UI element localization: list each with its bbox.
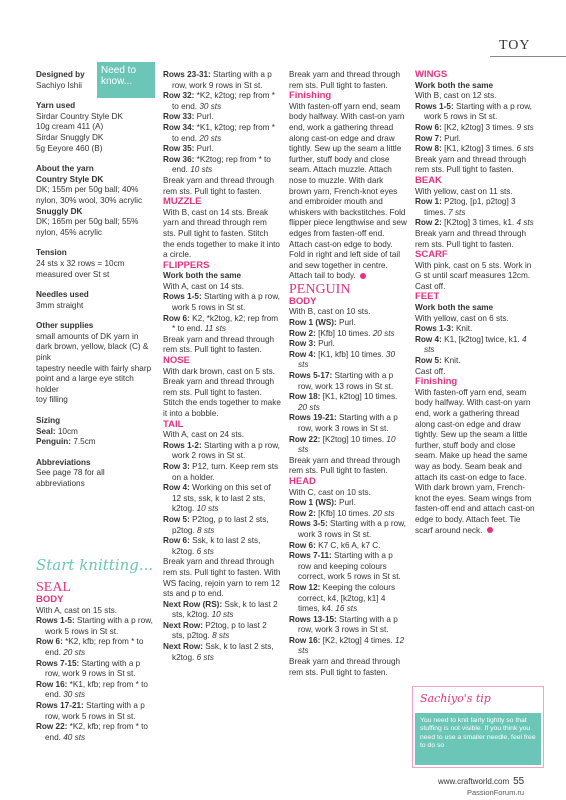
- snuggly-desc: DK; 165m per 50g ball; 55% nylon, 45% acrylic: [36, 217, 139, 237]
- instruction-line: [163, 483, 281, 515]
- row-label: Row 33:: [163, 112, 195, 122]
- yarn-used-label: Yarn used: [36, 101, 76, 111]
- designed-by-label: Designed by: [36, 70, 85, 79]
- supplies-text: tapestry needle with fairly sharp point and a large eye stitch holder: [36, 363, 152, 394]
- instruction-line: [163, 621, 281, 642]
- row-label: Rows 7-15:: [36, 658, 80, 668]
- seal-finishing-text: [289, 102, 407, 282]
- head-instructions: [289, 488, 407, 658]
- yarn-line: 10g cream 411 (A): [36, 122, 104, 132]
- row-label: Row 4:: [415, 334, 442, 344]
- about-yarn-label: About the yarn: [36, 164, 94, 174]
- instruction-line: [415, 144, 539, 155]
- nose-title: NOSE: [163, 355, 190, 367]
- row-text: K1, [k2tog] twice, k1.: [441, 334, 522, 344]
- row-text: [K1, k2tog] 10 times.: [320, 392, 398, 402]
- row-label: Row 7:: [415, 133, 442, 143]
- row-label: Rows 1-5:: [36, 616, 75, 626]
- instruction-line: [289, 339, 407, 350]
- stitch-count: 7 sts: [448, 207, 466, 217]
- stitch-count: 20 sts: [63, 647, 86, 657]
- row-label: Rows 23-31:: [163, 70, 211, 79]
- instruction-text: Break yarn and thread through rem sts. Pull tight to fasten.: [289, 70, 401, 90]
- row-text: Knit.: [441, 356, 461, 366]
- row-text: With B, cast on 12 sts.: [415, 91, 497, 101]
- row-text: P2tog, p to last 2 sts, p2tog.: [172, 620, 267, 641]
- row-text: Keeping the colours correct, k4, [k2tog, k1] 4 times, k4.: [298, 582, 396, 614]
- start-knitting-heading: Start knitting...: [36, 556, 154, 574]
- yarn-line: Sirdar Country Style DK: [36, 111, 123, 121]
- seal-title: SEAL: [36, 580, 71, 595]
- row-label: Row 22:: [289, 434, 321, 444]
- beak-title: BEAK: [415, 174, 442, 186]
- instruction-line: [163, 70, 281, 91]
- header-rule: [490, 56, 566, 57]
- stitch-count: 10 sts: [211, 610, 234, 620]
- flippers-title: FLIPPERS: [163, 259, 210, 271]
- instruction-text: Break yarn and thread through rem sts. Pull tight to fasten.: [163, 175, 275, 196]
- instruction-line: [289, 498, 407, 509]
- row-label: Row 6:: [415, 122, 442, 132]
- row-label: Row 12:: [289, 582, 321, 592]
- instruction-line: [163, 112, 281, 123]
- country-style-name: Country Style DK: [36, 174, 104, 184]
- abbreviations-text: See page 78 for all abbreviations: [36, 468, 105, 488]
- row-label: Next Row (RS):: [163, 599, 223, 609]
- nose-text: With dark brown, cast on 5 sts. Break yarn and thread through rem sts. Pull tight to fasten. Stitch the ends together to make it into a bobble.: [163, 366, 281, 418]
- watermark: PassionForum.ru: [467, 788, 525, 797]
- row-text: *K1, k2tog; rep from * to end.: [172, 122, 275, 143]
- penguin-body-instructions: [289, 307, 407, 455]
- row-label: Row 16:: [289, 635, 321, 645]
- tip-title: Sachiyo's tip: [420, 692, 491, 705]
- instruction-line: [163, 91, 281, 112]
- stitch-count: 4 sts: [516, 218, 534, 228]
- row-label: Row 6:: [289, 540, 316, 550]
- instruction-line: [163, 536, 281, 557]
- row-text: P2tog, p to last 2 sts, p2tog.: [172, 514, 269, 535]
- instruction-line: [36, 722, 154, 743]
- stitch-count: 30 sts: [298, 349, 396, 370]
- row-text: Starting with a p row, work 9 rows in St st.: [45, 658, 141, 679]
- tail-title: TAIL: [163, 418, 184, 430]
- tip-text: You need to knit fairly tightly so that stuffing is not visible. If you think you need to use a smaller needle, feel free to do so: [415, 713, 541, 765]
- instruction-line: [163, 441, 281, 462]
- row-label: Rows 1-3:: [415, 324, 454, 334]
- supplies-text: toy filling: [36, 395, 68, 405]
- stitch-count: 10 sts: [190, 165, 213, 175]
- head-title: HEAD: [289, 475, 316, 487]
- row-text: [Kfb] 10 times.: [315, 328, 373, 338]
- row-text: P12, turn. Keep rem sts on a holder.: [172, 461, 279, 482]
- page-footer: [438, 776, 524, 787]
- row-text: *K2, k2tog; rep from * to end.: [172, 91, 275, 111]
- row-text: K2, *k2tog, k2; rep from * to end.: [172, 313, 279, 334]
- row-label: Row 3:: [163, 461, 190, 471]
- penguin-size-value: 7.5cm: [73, 437, 96, 447]
- row-text: With yellow, cast on 6 sts.: [415, 313, 509, 323]
- stitch-count: 6 sts: [196, 546, 214, 556]
- row-label: Row 18:: [289, 392, 321, 402]
- page-number: 55: [513, 776, 525, 787]
- designer-name: Sachiyo Ishii: [36, 80, 82, 90]
- stitch-count: 4 sts: [424, 334, 527, 355]
- instruction-line: [415, 187, 539, 198]
- instruction-line: [415, 123, 539, 134]
- instruction-line: [163, 600, 281, 621]
- instruction-line: [163, 462, 281, 483]
- scarf-text: With pink, cast on 5 sts. Work in G st until scarf measures 12cm. Cast off.: [415, 260, 532, 291]
- row-text: Knit.: [453, 324, 473, 334]
- row-text: [Kfb] 10 times.: [315, 508, 373, 518]
- row-label: Row 4:: [289, 349, 316, 359]
- yarn-line: Sirdar Snuggly DK: [36, 132, 104, 142]
- stitch-count: 40 sts: [63, 732, 86, 742]
- end-mark-icon: [360, 273, 366, 279]
- instruction-line: [163, 123, 281, 144]
- penguin-size: [36, 437, 154, 448]
- row-text: Purl.: [194, 112, 214, 122]
- snuggly-name: Snuggly DK: [36, 206, 83, 216]
- stitch-count: 9 sts: [516, 122, 534, 132]
- row-label: Rows 3-5:: [289, 519, 328, 529]
- row-text: Working on this set of 12 sts, ssk, k to last 2 sts, k2tog.: [172, 483, 271, 514]
- needles-text: 3mm straight: [36, 300, 84, 310]
- row-label: Rows 1-5:: [163, 292, 202, 302]
- row-text: [K1, kfb] 10 times.: [315, 349, 386, 359]
- instruction-line: [289, 509, 407, 520]
- end-mark-icon: [487, 527, 493, 533]
- row-text: Starting with a p row, work 13 rows in St st.: [298, 371, 394, 391]
- instruction-line: [415, 218, 539, 229]
- row-text: Starting with a p row, work 5 rows in St st.: [424, 101, 532, 122]
- stitch-count: 12 sts: [298, 635, 405, 656]
- instruction-line: [163, 515, 281, 536]
- instruction-line: [163, 155, 281, 176]
- sizing-label: Sizing: [36, 416, 61, 426]
- stitch-count: 20 sts: [372, 508, 395, 518]
- row-label: Rows 1-2:: [163, 440, 202, 450]
- footer-site: www.craftworld.com: [438, 777, 510, 786]
- instruction-line: [163, 144, 281, 155]
- instruction-line: [415, 314, 539, 325]
- instruction-line: [289, 350, 407, 371]
- tail-instructions-2: [163, 600, 281, 664]
- flippers-subtitle: Work both the same: [163, 271, 242, 281]
- country-style-desc: DK; 155m per 50g ball; 40% nylon, 30% wool, 30% acrylic: [36, 185, 143, 205]
- stitch-count: 16 sts: [335, 604, 358, 614]
- row-text: Purl.: [441, 133, 461, 143]
- row-text: Purl.: [336, 498, 356, 508]
- instruction-text: Cast off.: [415, 366, 446, 376]
- instruction-line: [289, 435, 407, 456]
- row-label: Row 34:: [163, 122, 195, 132]
- row-text: Starting with a p row, work 5 rows in St st.: [45, 616, 153, 636]
- row-text: With A, cast on 24 sts.: [163, 430, 244, 440]
- need-to-know-box: Need to know...: [97, 62, 155, 98]
- row-text: *K2, kfb; rep from * to end.: [45, 637, 144, 657]
- instruction-line: [36, 606, 154, 617]
- instruction-line: [415, 335, 539, 356]
- row-text: With A, cast on 14 sts.: [163, 281, 244, 291]
- row-label: Row 16:: [36, 679, 68, 689]
- row-label: Row 2:: [415, 218, 442, 228]
- instruction-text: Break yarn and thread through rem sts. Pull tight to fasten. With WS facing, rejoin yarn to rem 12 sts and p to end.: [163, 557, 281, 599]
- instruction-line: [289, 551, 407, 583]
- row-label: Row 2:: [289, 508, 316, 518]
- row-text: K7 C, k6 A, k7 C.: [315, 540, 381, 550]
- penguin-body-title: BODY: [289, 295, 317, 307]
- row-label: Row 6:: [163, 536, 190, 546]
- row-label: Row 1:: [415, 197, 442, 207]
- instruction-line: [289, 307, 407, 318]
- muzzle-title: MUZZLE: [163, 196, 202, 208]
- instruction-text: Break yarn and thread through rem sts. Pull tight to fasten.: [415, 154, 527, 175]
- tail-instructions: [163, 430, 281, 557]
- row-label: Rows 1-5:: [415, 101, 454, 111]
- instruction-text: Break yarn and thread through rem sts. Pull tight to fasten.: [289, 657, 401, 677]
- supplies-label: Other supplies: [36, 321, 94, 331]
- beak-instructions: [415, 187, 539, 229]
- seal-size-label: Seal:: [36, 426, 56, 436]
- penguin-finishing-title: Finishing: [415, 376, 458, 388]
- instruction-line: [289, 413, 407, 434]
- row-text: [K2tog] 3 times, k1.: [441, 218, 517, 228]
- instruction-line: [289, 371, 407, 392]
- instruction-line: [289, 488, 407, 499]
- row-text: Purl.: [315, 339, 335, 349]
- row-label: Row 6:: [36, 637, 63, 647]
- feet-subtitle: Work both the same: [415, 303, 494, 313]
- row-label: Row 36:: [163, 154, 195, 164]
- row-label: Row 2:: [289, 328, 316, 338]
- wings-subtitle: Work both the same: [415, 80, 494, 90]
- row-label: Row 3:: [289, 339, 316, 349]
- stitch-count: 20 sts: [298, 402, 320, 412]
- row-label: Row 1 (WS):: [289, 498, 337, 508]
- instruction-line: [289, 318, 407, 329]
- instruction-line: [36, 616, 154, 637]
- row-text: [K2, k2tog] 4 times.: [320, 635, 396, 645]
- instruction-line: [163, 642, 281, 663]
- row-label: Row 4:: [163, 483, 190, 493]
- row-text: With B, cast on 10 sts.: [289, 307, 371, 317]
- stitch-count: 8 sts: [197, 525, 215, 535]
- instruction-line: [163, 292, 281, 313]
- row-label: Next Row:: [163, 620, 204, 630]
- stitch-count: 10 sts: [196, 504, 219, 514]
- instruction-line: [289, 329, 407, 340]
- row-label: Rows 19-21:: [289, 413, 337, 423]
- row-text: Starting with a p row, work 5 rows in St st.: [45, 700, 145, 721]
- seal-size-value: 10cm: [57, 426, 78, 436]
- needles-label: Needles used: [36, 290, 89, 300]
- row-text: [K2, k2tog] 3 times.: [441, 122, 517, 132]
- instruction-line: [289, 392, 407, 413]
- row-text: Ssk, k to last 2 sts, k2tog.: [172, 536, 261, 556]
- row-text: [K1, k2tog] 3 times.: [441, 144, 517, 154]
- row-text: *K2, kfb; rep from * to end.: [45, 722, 148, 742]
- row-text: *K1, kfb; rep from * to end.: [45, 679, 148, 700]
- seal-finishing-title: Finishing: [289, 90, 332, 102]
- row-label: Row 32:: [163, 91, 195, 101]
- instruction-line: [163, 430, 281, 441]
- stitch-count: 10 sts: [298, 434, 396, 455]
- instruction-text: Break yarn and thread through rem sts. Pull tight to fasten.: [289, 455, 401, 476]
- flippers-instructions: [163, 282, 281, 335]
- instruction-line: [289, 636, 407, 657]
- penguin-size-label: Penguin:: [36, 437, 72, 447]
- instruction-line: [415, 91, 539, 102]
- penguin-finishing-body: With fasten-off yarn end, seam body halfway. With cast-on yarn end, work a gathering thread along cast-on edge and draw tightly. Sew up the seam a little further, stuff body and close seam. Make up head the same way as body. Seam beak and attach its cast-on edge to face. With dark brown yarn, French-knot the eyes. Seam wings from fasten-off end and attach cast-on edge to body. Attach feet. Tie scarf around neck.: [415, 387, 535, 535]
- instruction-line: [289, 583, 407, 615]
- row-text: Starting with a p row, work 2 rows in St st.: [172, 440, 280, 461]
- column-1: [36, 70, 154, 490]
- instruction-line: [36, 659, 154, 680]
- row-text: Starting with a p row and keeping colours correct, work 5 rows in St st.: [298, 551, 401, 582]
- instruction-line: [289, 615, 407, 636]
- row-text: *K2tog; rep from * to end.: [172, 154, 271, 175]
- row-text: Purl.: [336, 318, 356, 328]
- seal-size: [36, 427, 154, 438]
- row-label: Rows 17-21:: [36, 700, 84, 710]
- stitch-count: 11 sts: [204, 324, 227, 334]
- row-label: Next Row:: [163, 642, 204, 652]
- row-text: Starting with a p row, work 3 rows in St st.: [298, 614, 398, 635]
- abbreviations-label: Abbreviations: [36, 457, 91, 467]
- row-text: Starting with a p row, work 9 rows in St st.: [172, 70, 272, 90]
- instruction-line: [415, 356, 539, 367]
- instruction-text: Break yarn and thread through rem sts. Pull tight to fasten.: [163, 334, 275, 355]
- stitch-count: 8 sts: [212, 631, 230, 641]
- row-text: With yellow, cast on 11 sts.: [415, 186, 513, 196]
- section-title: TOY: [499, 38, 531, 53]
- row-label: Row 5:: [415, 356, 442, 366]
- instruction-line: [163, 314, 281, 335]
- penguin-finishing-text: [415, 388, 539, 536]
- row-label: Rows 7-11:: [289, 551, 332, 561]
- stitch-count: 30 sts: [63, 690, 86, 700]
- feet-instructions: [415, 314, 539, 367]
- row-text: [K2tog] 10 times.: [320, 434, 387, 444]
- row-label: Row 22:: [36, 722, 68, 732]
- instruction-line: [415, 134, 539, 145]
- row-text: Starting with a p row, work 3 rows in St st.: [298, 519, 406, 539]
- instruction-line: [289, 541, 407, 552]
- row-text: With C, cast on 10 sts.: [289, 487, 371, 497]
- penguin-title: PENGUIN: [289, 281, 351, 297]
- column-4: [415, 70, 539, 536]
- seal-body-continued: [163, 70, 281, 176]
- stitch-count: 6 sts: [516, 144, 534, 154]
- instruction-line: [289, 519, 407, 540]
- yarn-line: 5g Eeyore 460 (B): [36, 143, 103, 153]
- row-label: Row 8:: [415, 144, 442, 154]
- instruction-line: [36, 637, 154, 658]
- seal-finishing-body: With fasten-off yarn end, seam body halfway. With cast-on yarn end, work a gathering thread along cast-on edge and draw tightly. Sew up the seam a little further, stuff body and close seam. Attach muzzle. Attach nose to muzzle. With dark brown yarn, French-knot eyes and embroider mouth and whiskers with backstitches. Fold flipper piece lengthwise and sew edges from fasten-off end. Attach cast-on edge to body. Fold in right and left side of tail and sew together in centre. Attach tail to body.: [289, 101, 407, 281]
- feet-title: FEET: [415, 291, 440, 303]
- column-3: [289, 70, 407, 678]
- instruction-line: [415, 102, 539, 123]
- seal-body-instructions: [36, 606, 154, 744]
- tension-text: 24 sts x 32 rows = 10cm measured over St st: [36, 258, 125, 279]
- row-label: Row 1 (WS):: [289, 318, 337, 328]
- row-text: With A, cast on 15 sts.: [36, 605, 117, 615]
- instruction-line: [163, 282, 281, 293]
- row-text: Starting with a p row, work 3 rows in St st.: [298, 413, 398, 433]
- tension-label: Tension: [36, 248, 67, 258]
- stitch-count: 20 sts: [199, 133, 222, 143]
- supplies-text: small amounts of DK yarn in dark brown, yellow, black (C) & pink: [36, 331, 149, 363]
- muzzle-text: With B, cast on 14 sts. Break yarn and thread through rem sts. Pull tight to fasten. Stitch the ends together to make it into a circle.: [163, 207, 280, 260]
- row-text: Starting with a p row, work 5 rows in St st.: [172, 292, 280, 313]
- scarf-title: SCARF: [415, 249, 448, 261]
- row-label: Row 35:: [163, 144, 195, 154]
- row-text: P2tog, [p1, p2tog] 3 times.: [424, 197, 516, 217]
- seal-section: [36, 580, 154, 743]
- column-2: [163, 70, 281, 663]
- seal-body-title: BODY: [36, 594, 64, 605]
- row-text: Purl.: [194, 144, 214, 154]
- row-label: Row 6:: [163, 313, 190, 323]
- instruction-line: [36, 701, 154, 722]
- stitch-count: 30 sts: [199, 101, 222, 111]
- row-text: Ssk, k to last 2 sts, k2tog.: [172, 599, 278, 620]
- row-label: Rows 5-17:: [289, 371, 333, 381]
- wings-title: WINGS: [415, 69, 448, 80]
- wings-instructions: [415, 91, 539, 155]
- row-label: Rows 13-15:: [289, 614, 337, 624]
- row-text: Ssk, k to last 2 sts, k2tog.: [172, 642, 274, 662]
- stitch-count: 20 sts: [372, 328, 395, 338]
- row-label: Row 5:: [163, 514, 190, 524]
- instruction-line: [415, 324, 539, 335]
- instruction-line: [415, 197, 539, 218]
- stitch-count: 6 sts: [196, 652, 214, 662]
- instruction-text: Break yarn and thread through rem sts. Pull tight to fasten.: [415, 228, 527, 249]
- instruction-line: [36, 680, 154, 701]
